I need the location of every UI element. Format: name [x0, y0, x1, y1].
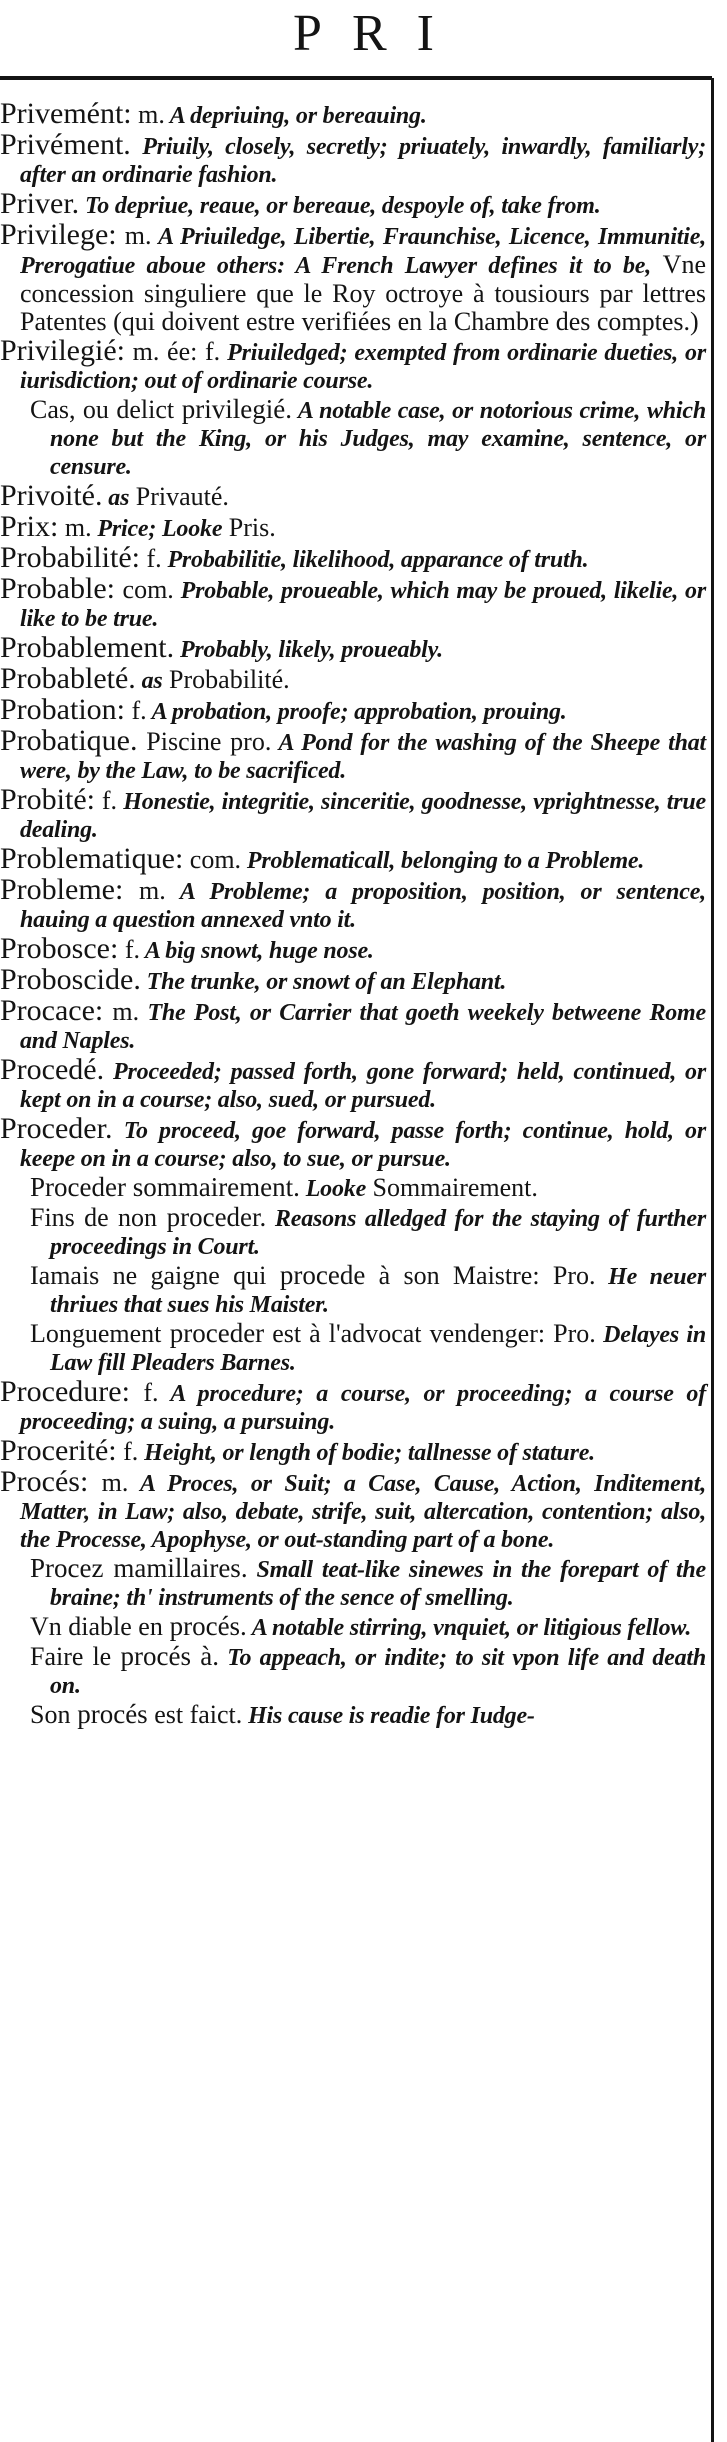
french-text: est à l'advocat vendenger: Pro. — [264, 1319, 596, 1348]
english-definition: as — [135, 668, 163, 694]
grammar-label: m. — [103, 997, 140, 1026]
english-definition: A Probleme; a proposition, position, or sentence, hauing a question annexed vnto it. — [20, 879, 706, 933]
headword: procede — [266, 1260, 366, 1290]
grammar-label: f. — [95, 786, 118, 815]
dictionary-entry — [0, 1112, 706, 1173]
grammar-label: f. — [129, 1378, 159, 1407]
headword: Procés: — [0, 1465, 89, 1498]
sub-entry — [0, 1701, 706, 1730]
french-lead: Vn diable en — [30, 1612, 163, 1641]
headword: Probosce: — [0, 932, 119, 965]
french-lead: Iamais ne gaigne qui — [30, 1261, 267, 1290]
running-head: PRI — [293, 5, 464, 62]
english-definition: Looke — [299, 1176, 367, 1202]
english-definition: A Priuiledge, Libertie, Fraunchise, Licence, Immunitie, Prerogatiue aboue others: A French Lawyer defines it to be, — [20, 224, 706, 279]
french-lead: Fins de non — [30, 1203, 158, 1232]
english-definition: A procedure; a course, or proceeding; a course of proceeding; a suing, a pursuing. — [20, 1381, 706, 1435]
sub-entry — [0, 1174, 706, 1203]
headword: Privilegié: — [0, 334, 125, 367]
sub-entry — [0, 1320, 706, 1377]
sub-entry — [0, 1204, 706, 1261]
english-definition: Problematicall, belonging to a Probleme. — [241, 848, 645, 874]
headword: proceder. — [157, 1202, 267, 1232]
english-definition: Height, or length of bodie; tallnesse of stature. — [138, 1440, 595, 1466]
grammar-label: m. — [123, 876, 166, 905]
dictionary-entry — [0, 1053, 706, 1114]
dictionary-entry — [0, 994, 706, 1055]
dictionary-entry — [0, 724, 707, 785]
english-definition: A probation, proofe; approbation, prouing. — [146, 699, 567, 725]
headword: Probatique. — [0, 724, 138, 757]
french-lead: Son — [30, 1700, 71, 1729]
english-definition: Priuiledged; exempted from ordinarie dueties, or iurisdiction; out of ordinarie course. — [20, 340, 706, 394]
headword: Proboscide. — [0, 963, 141, 996]
english-definition: The Post, or Carrier that goeth weekely betweene Rome and Naples. — [20, 1000, 706, 1054]
english-definition: To proceed, goe forward, passe forth; continue, hold, or keepe on in a course; also, to sue, or pursue. — [20, 1118, 706, 1172]
headword: Priver. — [0, 187, 80, 220]
french-text: à son Maistre: Pro. — [365, 1261, 596, 1290]
sub-entry — [0, 1262, 706, 1319]
french-text: Privauté. — [129, 482, 229, 511]
french-text: est faict. — [147, 1700, 243, 1729]
french-text: Sommairement. — [366, 1173, 538, 1202]
dictionary-entry — [0, 1465, 706, 1554]
french-lead: Cas, ou delict — [30, 395, 175, 424]
sub-entry — [0, 1613, 706, 1642]
dictionary-entry — [0, 631, 706, 664]
grammar-label: f. — [139, 544, 162, 573]
grammar-label: f. — [118, 935, 140, 964]
english-definition: Small teat-like sinewes in the forepart of the braine; th' instruments of the sence of smelling. — [50, 1557, 707, 1611]
headword: Procace: — [0, 994, 104, 1027]
headword: Procez mamillaires. — [30, 1553, 248, 1583]
english-definition: Reasons alledged for the staying of further proceedings in Court. — [50, 1206, 706, 1260]
dictionary-entry — [0, 572, 706, 633]
headword: Privoité. — [0, 479, 103, 512]
headword: Proceder. — [0, 1112, 113, 1145]
dictionary-entry — [0, 128, 706, 189]
grammar-label: com. — [114, 575, 174, 604]
headword: privilegié. — [174, 394, 293, 424]
english-definition: Probably, likely, proueably. — [174, 637, 443, 663]
dictionary-entry — [0, 479, 706, 512]
headword: Procerité: — [0, 1434, 117, 1467]
headword: Probable: — [0, 572, 115, 605]
headword: procés à. — [111, 1641, 219, 1671]
headword: procés. — [162, 1611, 247, 1641]
dictionary-entry — [0, 932, 706, 965]
grammar-label: com. — [183, 845, 242, 874]
english-definition: Price; Looke — [91, 516, 223, 542]
english-definition: A depriuing, or bereauing. — [164, 103, 427, 129]
headword: Probablement. — [0, 631, 175, 664]
english-definition: Delayes in Law fill Pleaders Barnes. — [50, 1322, 706, 1376]
english-definition: Probabilitie, likelihood, apparance of truth. — [161, 547, 589, 573]
english-definition: Probable, proueable, which may be proued, likelie, or like to be true. — [20, 578, 706, 632]
headword: Probité: — [0, 783, 95, 816]
dictionary-entry — [0, 541, 706, 574]
dictionary-entry — [0, 187, 706, 220]
french-phrase: Piscine pro. — [137, 727, 272, 756]
page-header — [0, 2, 727, 84]
english-definition: Honestie, integritie, sinceritie, goodnesse, vprightnesse, true dealing. — [20, 789, 706, 843]
dictionary-entry — [0, 97, 706, 130]
french-lead: Longuement — [30, 1319, 162, 1348]
headword: Proceder sommairement. — [30, 1172, 300, 1202]
dictionary-entry — [0, 662, 706, 695]
headword: Privément. — [0, 128, 131, 161]
grammar-label: m. — [58, 513, 92, 542]
headword: Privilege: — [0, 218, 117, 251]
english-definition: Proceeded; passed forth, gone forward; held, continued, or kept on in a course; also, sued, or pursued. — [20, 1059, 706, 1113]
grammar-label: f. — [125, 696, 147, 725]
dictionary-entry — [0, 842, 706, 875]
headword: Problematique: — [0, 842, 184, 875]
french-lead: Faire le — [30, 1642, 112, 1671]
dictionary-entry — [0, 1375, 706, 1436]
french-text: Pris. — [222, 513, 276, 542]
sub-entry — [0, 396, 706, 481]
dictionary-entry — [0, 1434, 706, 1467]
entry-list — [0, 97, 707, 1731]
english-definition: His cause is readie for Iudge- — [242, 1703, 535, 1729]
english-definition: A notable stirring, vnquiet, or litigious fellow. — [246, 1615, 692, 1641]
headword: Probation: — [0, 693, 125, 726]
english-definition: A big snowt, huge nose. — [140, 938, 374, 964]
headword: Probableté. — [0, 662, 136, 695]
english-definition: The trunke, or snowt of an Elephant. — [140, 969, 507, 995]
dictionary-entry — [0, 873, 706, 934]
dictionary-entry — [0, 783, 706, 844]
english-definition: as — [102, 485, 130, 511]
english-definition: To depriue, reaue, or bereaue, despoyle of, take from. — [79, 193, 601, 219]
grammar-label: m. — [88, 1468, 129, 1497]
headword: Procedure: — [0, 1375, 130, 1408]
headword: Probleme: — [0, 873, 124, 906]
grammar-label: m. ée: f. — [124, 337, 221, 366]
sub-entry — [0, 1555, 706, 1612]
dictionary-entry — [0, 963, 706, 996]
dictionary-entry — [0, 510, 706, 543]
dictionary-entry — [0, 334, 706, 395]
grammar-label: m. — [131, 100, 165, 129]
headword: Probabilité: — [0, 541, 140, 574]
grammar-label: m. — [116, 221, 152, 250]
english-definition: A Proces, or Suit; a Case, Cause, Action, Inditement, Matter, in Law; also, debate, strife, suit, altercation, contention; also, the Processe, Apophyse, or out-standing part of a bone. — [20, 1471, 706, 1553]
english-definition: A notable case, or notorious crime, which none but the King, or his Judges, may examine, sentence, or censure. — [50, 398, 706, 480]
headword: Privemént: — [0, 97, 132, 130]
headword: procés — [70, 1699, 148, 1729]
grammar-label: f. — [116, 1437, 139, 1466]
sub-entry — [0, 1643, 706, 1700]
english-definition: To appeach, or indite; to sit vpon life and death on. — [50, 1645, 706, 1699]
english-definition: A Pond for the washing of the Sheepe that were, by the Law, to be sacrificed. — [20, 730, 707, 784]
english-definition: He neuer thriues that sues his Maister. — [50, 1264, 706, 1318]
dictionary-entry — [0, 218, 706, 336]
headword: Procedé. — [0, 1053, 105, 1086]
dictionary-entry — [0, 693, 706, 726]
column-rule — [711, 78, 714, 2442]
headword: Prix: — [0, 510, 59, 543]
french-text: Vne concession singuliere que le Roy octroye à tousiours par lettres Patentes (qui doivent estre verifiées en la Chambre des comptes.) — [20, 250, 706, 336]
english-definition: Priuily, closely, secretly; priuately, inwardly, familiarly; after an ordinarie fashion. — [20, 134, 706, 188]
headword: proceder — [161, 1318, 265, 1348]
french-text: Probabilité. — [162, 665, 290, 694]
header-rule — [0, 76, 712, 80]
